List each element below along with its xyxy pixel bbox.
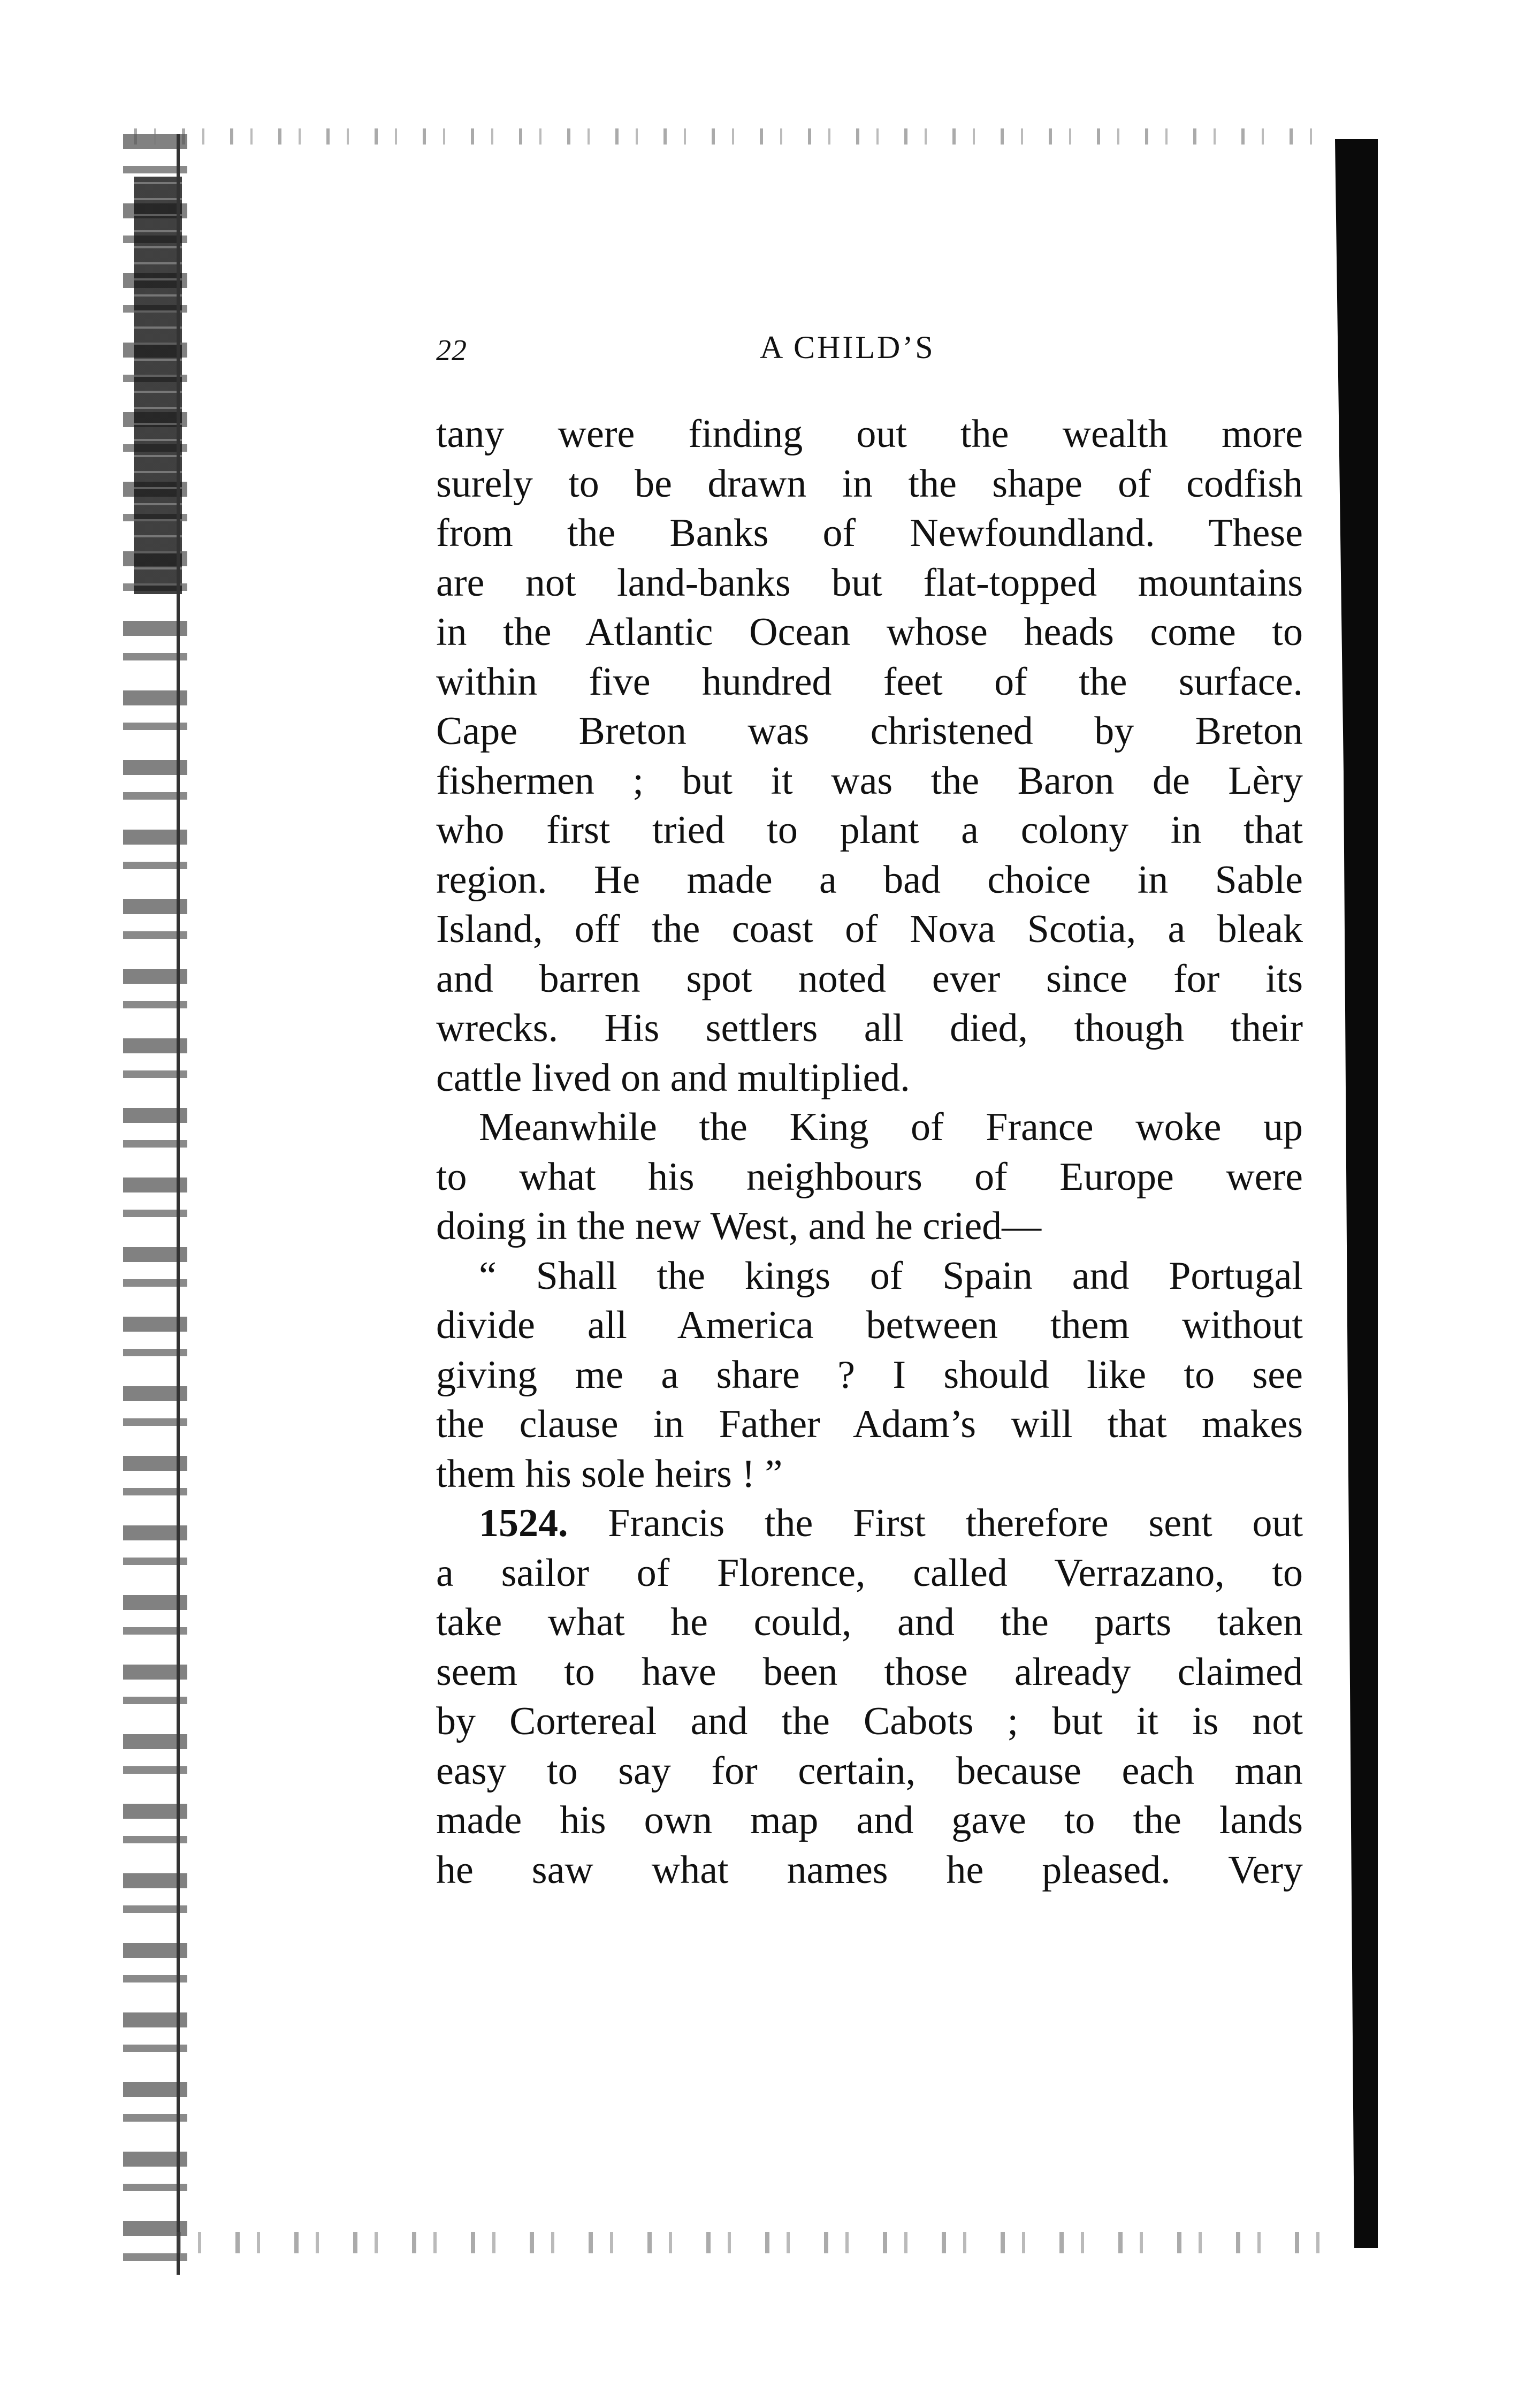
text-line: region. He made a bad choice in Sable — [436, 857, 1303, 902]
text-line: Island, off the coast of Nova Scotia, a bleak — [436, 907, 1303, 951]
text-line: surely to be drawn in the shape of codfish — [436, 461, 1303, 506]
binding-dense-marks — [134, 177, 182, 594]
text-line: Meanwhile the King of France woke up — [479, 1105, 1303, 1149]
text-line: within five hundred feet of the surface. — [436, 659, 1303, 704]
text-line: the clause in Father Adam’s will that makes — [436, 1402, 1303, 1446]
running-head — [436, 329, 1303, 377]
binding-edge-line — [177, 134, 180, 2275]
text-line: cattle lived on and multiplied. — [436, 1055, 910, 1100]
bottom-scan-noise — [177, 2232, 1354, 2253]
text-line — [436, 1499, 1303, 1548]
text-line: a sailor of Florence, called Verrazano, to — [436, 1551, 1303, 1595]
text-line: easy to say for certain, because each man — [436, 1749, 1303, 1793]
text-line: divide all America between them without — [436, 1303, 1303, 1347]
page-number: 22 — [436, 334, 467, 367]
text-line: from the Banks of Newfoundland. These — [436, 511, 1303, 555]
text-line: doing in the new West, and he cried— — [436, 1204, 1042, 1248]
body-text — [436, 409, 1303, 1895]
text-line: take what he could, and the parts taken — [436, 1600, 1303, 1644]
text-line: Cape Breton was christened by Breton — [436, 709, 1303, 753]
running-title: A CHILD’S — [760, 330, 935, 365]
text-line: are not land-banks but flat-topped mountains — [436, 560, 1303, 605]
text-line: who first tried to plant a colony in that — [436, 808, 1303, 852]
text-line: them his sole heirs ! ” — [436, 1452, 783, 1496]
text-line: seem to have been those already claimed — [436, 1650, 1303, 1694]
text-line: wrecks. His settlers all died, though their — [436, 1006, 1303, 1050]
text-line: in the Atlantic Ocean whose heads come to — [436, 610, 1303, 654]
top-scan-noise — [134, 128, 1338, 145]
right-page-edge — [1335, 139, 1378, 2248]
text-line: giving me a share ? I should like to see — [436, 1353, 1303, 1397]
text-line: by Cortereal and the Cabots ; but it is not — [436, 1699, 1303, 1743]
text-line: tany were finding out the wealth more — [436, 412, 1303, 456]
text-line-rest: Francis the First therefore sent out — [608, 1501, 1303, 1545]
text-line: he saw what names he pleased. Very — [436, 1848, 1303, 1892]
text-line: fishermen ; but it was the Baron de Lèry — [436, 758, 1303, 803]
text-line: “ Shall the kings of Spain and Portugal — [479, 1254, 1303, 1298]
text-line: and barren spot noted ever since for its — [436, 956, 1303, 1001]
text-line: to what his neighbours of Europe were — [436, 1154, 1303, 1199]
year-marker: 1524. — [479, 1501, 568, 1545]
text-line: made his own map and gave to the lands — [436, 1798, 1303, 1842]
